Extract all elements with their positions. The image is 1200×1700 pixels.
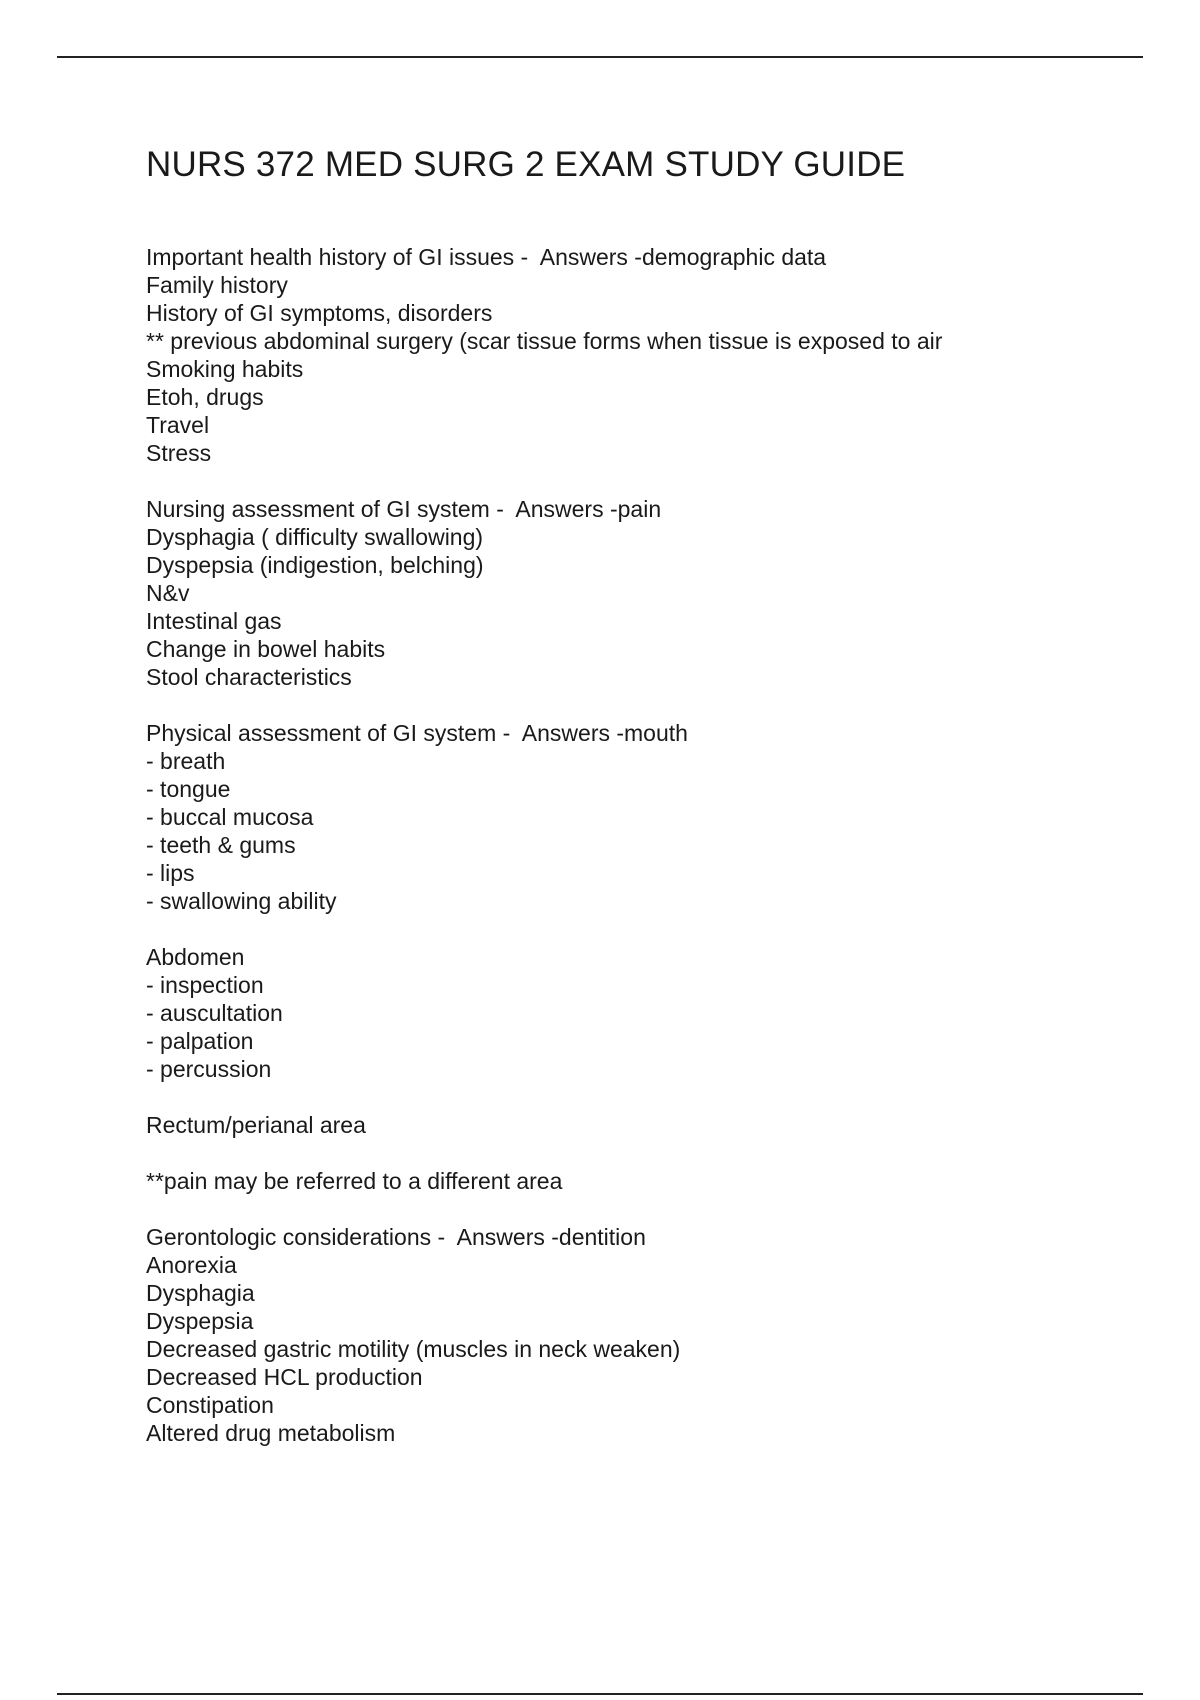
answer-line: Dyspepsia (indigestion, belching)	[146, 552, 484, 578]
section-health-history	[146, 243, 1146, 467]
answer-line: Dyspepsia	[146, 1308, 254, 1334]
answer-line: - percussion	[146, 1056, 272, 1082]
answer-line: Abdomen	[146, 944, 245, 970]
answer-line: Rectum/perianal area	[146, 1112, 366, 1138]
question-line: Gerontologic considerations - Answers -dentition	[146, 1224, 646, 1250]
section-rectum	[146, 1111, 1146, 1139]
question-line: Important health history of GI issues - Answers -demographic data	[146, 244, 827, 270]
section-pain-note	[146, 1167, 1146, 1195]
bottom-rule	[57, 1693, 1143, 1695]
document-body	[146, 243, 1146, 1447]
answer-line: Etoh, drugs	[146, 384, 264, 410]
question-line: Physical assessment of GI system - Answers -mouth	[146, 720, 688, 746]
spacer	[146, 1083, 1146, 1111]
answer-line: History of GI symptoms, disorders	[146, 300, 493, 326]
answer-line: - buccal mucosa	[146, 804, 314, 830]
answer-line: Dysphagia ( difficulty swallowing)	[146, 524, 484, 550]
section-nursing-assessment	[146, 495, 1146, 691]
spacer	[146, 915, 1146, 943]
section-abdomen	[146, 943, 1146, 1083]
answer-line: - teeth & gums	[146, 832, 296, 858]
answer-line: ** previous abdominal surgery (scar tissue forms when tissue is exposed to air	[146, 328, 943, 354]
answer-line: Travel	[146, 412, 210, 438]
answer-line: - swallowing ability	[146, 888, 337, 914]
answer-line: - auscultation	[146, 1000, 283, 1026]
answer-line: Decreased HCL production	[146, 1364, 423, 1390]
answer-line: - lips	[146, 860, 195, 886]
answer-line: Stress	[146, 440, 212, 466]
answer-line: Stool characteristics	[146, 664, 352, 690]
answer-line: Family history	[146, 272, 288, 298]
answer-line: Smoking habits	[146, 356, 304, 382]
answer-line: - breath	[146, 748, 226, 774]
page-title: NURS 372 MED SURG 2 EXAM STUDY GUIDE	[146, 145, 906, 184]
spacer	[146, 1195, 1146, 1223]
answer-line: - tongue	[146, 776, 231, 802]
answer-line: **pain may be referred to a different area	[146, 1168, 563, 1194]
top-rule	[57, 56, 1143, 58]
answer-line: Altered drug metabolism	[146, 1420, 396, 1446]
answer-line: Dysphagia	[146, 1280, 255, 1306]
answer-line: - inspection	[146, 972, 264, 998]
answer-line: Decreased gastric motility (muscles in neck weaken)	[146, 1336, 681, 1362]
answer-line: Change in bowel habits	[146, 636, 386, 662]
spacer	[146, 467, 1146, 495]
question-line: Nursing assessment of GI system - Answers -pain	[146, 496, 662, 522]
answer-line: Constipation	[146, 1392, 274, 1418]
section-physical-assessment	[146, 719, 1146, 915]
answer-line: Intestinal gas	[146, 608, 282, 634]
section-gerontologic	[146, 1223, 1146, 1447]
answer-line: N&v	[146, 580, 190, 606]
spacer	[146, 1139, 1146, 1167]
answer-line: Anorexia	[146, 1252, 237, 1278]
answer-line: - palpation	[146, 1028, 254, 1054]
spacer	[146, 691, 1146, 719]
